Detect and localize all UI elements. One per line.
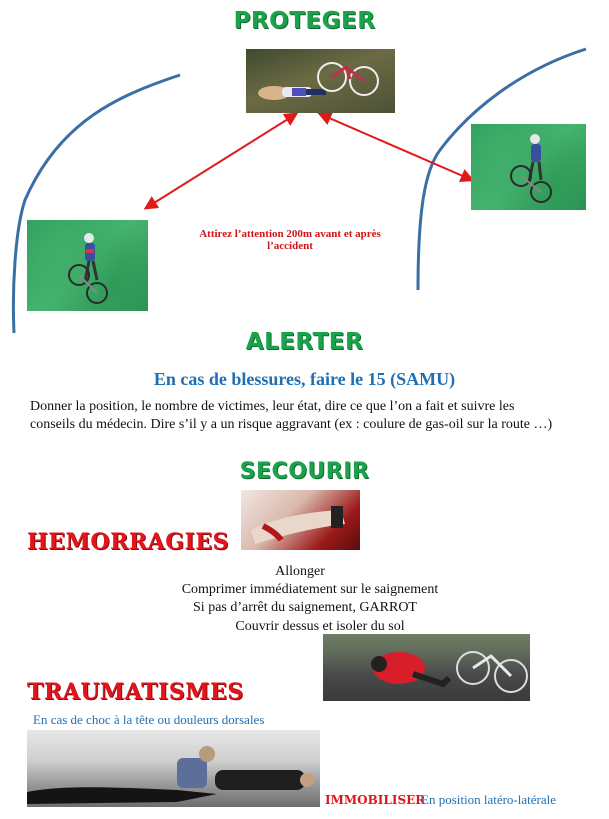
- hemorrhage-step-3: Si pas d’arrêt du saignement, GARROT: [193, 600, 417, 615]
- accident-photo: [246, 49, 395, 113]
- protect-note-line1: Attirez l’attention 200m avant et après: [199, 228, 381, 240]
- alert-body-line2: conseils du médecin. Dire s’il y a un risque aggravant (ex : coulure de gas-oil sur la route …): [30, 417, 553, 432]
- protect-note-line2: l’accident: [267, 240, 313, 252]
- bleeding-arm-photo: [241, 490, 360, 550]
- hemorrhage-step-1: Allonger: [275, 564, 325, 579]
- hemorrhage-step-4: Couvrir dessus et isoler du sol: [235, 619, 405, 634]
- cyclist-warning-left-photo: [27, 220, 148, 311]
- victim-on-ground-photo: [27, 730, 320, 807]
- fallen-cyclist-photo: [323, 634, 530, 701]
- arrow-to-right: [320, 114, 472, 180]
- hemorrhage-title: HEMORRAGIES: [27, 529, 229, 555]
- protect-note: [180, 228, 400, 252]
- rescue-title: SECOURIR: [239, 459, 370, 484]
- trauma-title: TRAUMATISMES: [27, 679, 244, 705]
- trauma-action: IMMOBILISER: [325, 793, 426, 807]
- cyclist-warning-right-photo: [471, 124, 586, 210]
- alert-subtitle: En cas de blessures, faire le 15 (SAMU): [153, 369, 456, 389]
- alert-title: ALERTER: [245, 329, 364, 355]
- protect-title: PROTEGER: [233, 8, 376, 34]
- arrow-to-left: [146, 114, 296, 208]
- trauma-condition: En cas de choc à la tête ou douleurs dorsales: [33, 712, 265, 727]
- alert-body-line1: Donner la position, le nombre de victimes, leur état, dire ce que l’on a fait et suivre les: [30, 399, 515, 414]
- trauma-position: En position latéro-latérale: [421, 792, 557, 807]
- hemorrhage-step-2: Comprimer immédiatement sur le saignement: [181, 582, 439, 597]
